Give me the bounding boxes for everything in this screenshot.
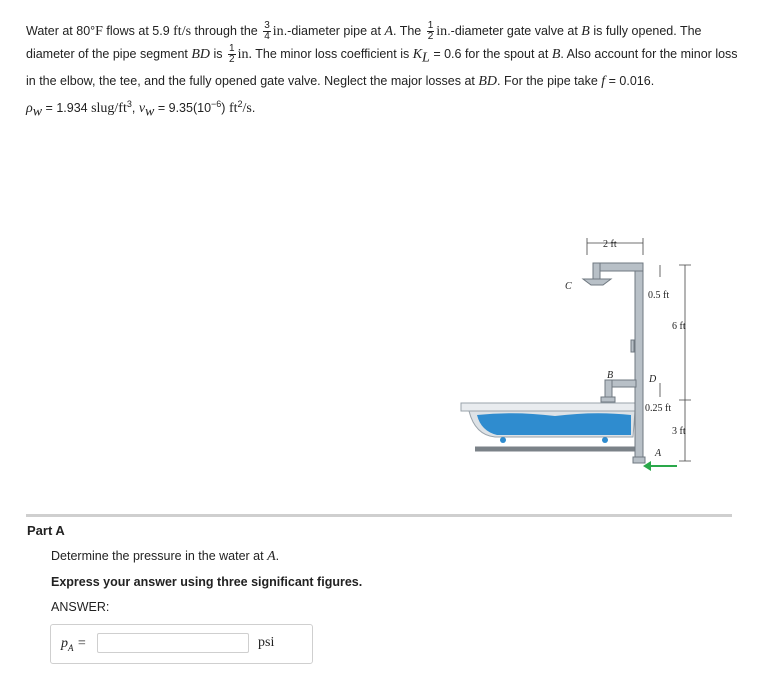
frac-den: 4	[264, 31, 270, 43]
text: ρ	[26, 100, 33, 116]
fluid-properties	[26, 93, 738, 124]
text: ν	[138, 100, 146, 116]
text: F	[95, 24, 103, 39]
pipe-branch-bd	[610, 380, 636, 387]
pipe-drop-c	[593, 263, 600, 279]
text: K	[412, 47, 423, 62]
part-title: Part A	[27, 523, 65, 538]
pipe-drop-b	[605, 380, 612, 398]
text: = 0.6 for the spout at	[429, 47, 552, 61]
dim-6ft-label: 6 ft	[672, 321, 686, 332]
text: A	[68, 642, 74, 653]
problem-paragraph	[26, 20, 738, 93]
text: is	[210, 47, 227, 61]
bathtub	[461, 403, 640, 449]
dim-025ft-label: 0.25 ft	[645, 403, 672, 414]
text: Determine the pressure in the water at	[51, 549, 268, 563]
text: . For the pipe take	[497, 73, 602, 88]
answer-unit: psi	[258, 635, 275, 650]
problem-statement	[26, 20, 738, 123]
pipe-bottom	[633, 457, 645, 463]
frac-den: 2	[427, 31, 434, 43]
text: = 1.934	[42, 100, 92, 115]
text: ft	[228, 100, 238, 116]
text: in	[436, 24, 448, 39]
frac-num: 1	[427, 20, 434, 32]
text: B	[551, 47, 561, 62]
text: through the	[191, 24, 262, 38]
pipe-top	[595, 263, 643, 271]
point-b-label: B	[607, 370, 614, 381]
text: slug/ft	[91, 100, 127, 116]
text: L	[422, 50, 430, 66]
text: A	[384, 24, 393, 39]
dim-2ft-label: 2 ft	[603, 239, 617, 250]
shower-head-c	[583, 279, 611, 285]
text: B	[581, 24, 590, 39]
answer-input[interactable]	[97, 633, 249, 653]
point-c-label: C	[565, 281, 572, 292]
fraction-three-quarters	[263, 21, 271, 42]
text: The minor loss coefficient is	[251, 47, 413, 61]
instruction-text: Express your answer using three significant figures.	[51, 575, 363, 589]
text: flows at 5.9	[102, 24, 174, 38]
tub-foot	[602, 437, 608, 443]
fraction-half	[427, 21, 435, 42]
spout-b	[601, 397, 615, 402]
text: /s	[242, 100, 252, 116]
text: ,	[131, 100, 139, 115]
text: Water at 80°	[26, 24, 96, 38]
text: . Also account for the minor loss in the elbow, the tee, and the fully opened gate valve. Neglect the major losses at	[26, 47, 738, 88]
text: . The	[393, 24, 425, 38]
text: 2	[237, 98, 243, 109]
dim-05ft-label: 0.5 ft	[648, 290, 670, 301]
tub-foot	[500, 437, 506, 443]
text: is fully opened. The diameter of the pipe segment	[26, 24, 702, 61]
text: BD	[191, 47, 211, 62]
text: ft/s	[173, 24, 192, 39]
point-a-label: A	[655, 448, 662, 459]
frac-num: 3	[264, 20, 270, 32]
text: .-diameter pipe at	[283, 24, 385, 38]
point-d-label: D	[649, 374, 657, 385]
text: BD	[478, 73, 498, 89]
text: A	[267, 549, 276, 564]
pipe-vertical	[635, 265, 643, 457]
answer-label: ANSWER:	[51, 600, 110, 614]
valve-stem	[631, 340, 634, 352]
text: )	[221, 100, 229, 115]
dim-3ft-label: 3 ft	[672, 426, 686, 437]
text: = 9.35(10	[154, 100, 212, 115]
text: = 0.016.	[605, 73, 655, 88]
answer-variable	[61, 636, 86, 653]
frac-num: 1	[229, 43, 235, 55]
bathtub-rim	[461, 403, 635, 411]
text: =	[73, 636, 87, 651]
answer-box	[50, 624, 313, 664]
text: p	[61, 636, 68, 651]
text: 3	[126, 98, 132, 109]
text: .-diameter gate valve at	[447, 24, 582, 38]
frac-den: 2	[229, 54, 235, 66]
text: in.	[237, 47, 252, 62]
text: in	[272, 24, 284, 39]
text: w	[32, 104, 43, 120]
section-divider	[26, 514, 732, 517]
question-text	[51, 549, 279, 565]
fraction-half	[228, 44, 236, 65]
text: w	[145, 104, 155, 120]
text: −6	[211, 98, 222, 109]
pipe-bathtub-figure	[455, 225, 705, 475]
bathtub-water	[477, 413, 631, 435]
text: f	[601, 73, 606, 89]
dim-6ft-line	[679, 265, 691, 400]
text: .	[251, 100, 256, 115]
text: .	[275, 549, 280, 563]
